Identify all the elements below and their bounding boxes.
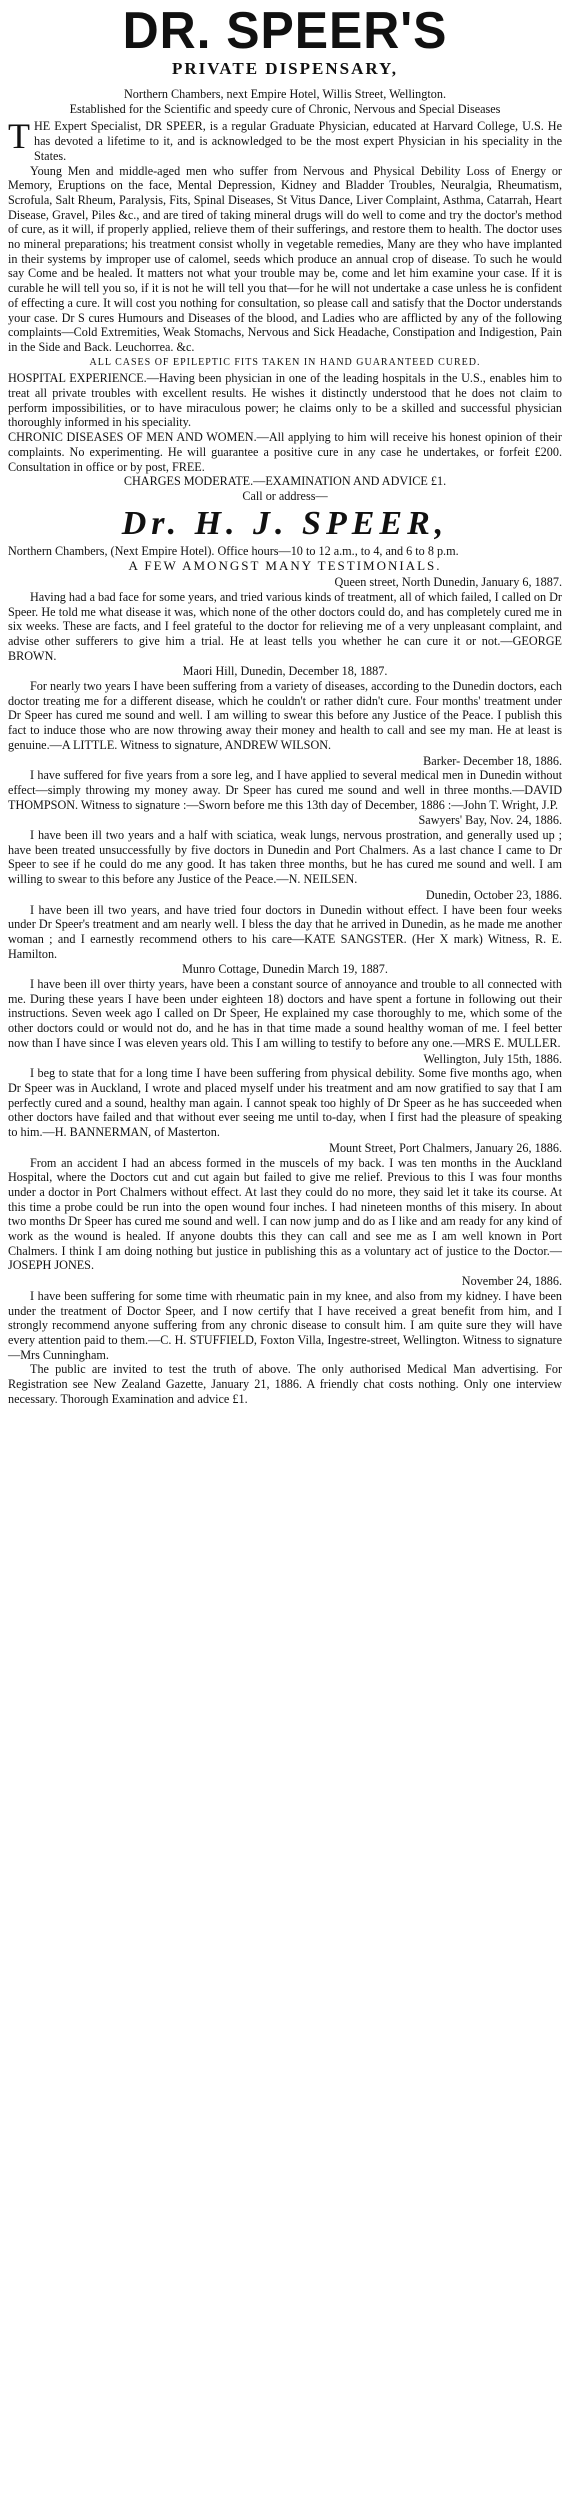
- testimonials-heading: A FEW AMONGST MANY TESTIMONIALS.: [128, 558, 442, 574]
- office-hours: Northern Chambers, (Next Empire Hotel). Office hours—10 to 12 a.m., to 4, and 6 to 8 p.m.: [8, 543, 459, 558]
- testimonial-text: I beg to state that for a long time I have been suffering from physical debility. Some five months ago, when Dr Speer was in Auckland, I wrote and placed myself under his treatment and am now gratified to say that I am perfectly cured and a sound, healthy man again. I cannot speak too highly of Dr Speer as he has succeeded when other doctors have failed and that without ever seeing me until to-day, when I first had the pleasure of speaking to him.—H. BANNERMAN, of Masterton.: [8, 1066, 562, 1140]
- testimonial-address: Wellington, July 15th, 1886.: [423, 1051, 562, 1066]
- testimonial-text: I have suffered for five years from a sore leg, and I have applied to several medical men in Dunedin without effect—simply throwing my money away. Dr Speer has cured me sound and well in three months.—DAVID THOMPSON. Witness to signature :—Sworn before me this 13th day of December, 1886 :—John T. Wright, J.P.: [8, 768, 562, 812]
- testimonial-text: For nearly two years I have been suffering from a variety of diseases, according to the Dunedin doctors, each doctor treating me for a different disease, which he couldn't or rather didn't cure. Four months' treatment under Dr Speer has cured me sound and well. I am willing to swear this before any Justice of the Peace. I publish this fact to induce those who are now throwing away their money and health to call and see my man. He at least is genuine.—A LITTLE. Witness to signature, ANDREW WILSON.: [8, 679, 562, 752]
- testimonials-list: [8, 575, 562, 1362]
- chronic-heading: CHRONIC DISEASES OF MEN AND WOMEN.: [8, 430, 257, 445]
- testimonial-address: Sawyers' Bay, Nov. 24, 1886.: [418, 813, 562, 828]
- chronic-text: —All applying to him will receive his honest opinion of their complaints. No experimenting. He will guarantee a positive cure in any case he undertakes, or forfeit £200. Consultation in office or by post, FREE.: [8, 430, 562, 474]
- testimonial-address: Queen street, North Dunedin, January 6, 1887.: [334, 575, 562, 590]
- hospital-heading: HOSPITAL EXPERIENCE.: [8, 371, 147, 386]
- charges-line: CHARGES MODERATE.—EXAMINATION AND ADVICE £1.: [123, 474, 447, 489]
- chronic-paragraph: [8, 430, 562, 474]
- testimonial-text: I have been ill over thirty years, have been a constant source of annoyance and trouble to all connected with me. During these years I have been under eighteen 18) doctors and have spent a fortune in following out their instructions. Seven week ago I called on Dr Speer, He explained my case thoroughly to me, which some of the other doctors could or would not do, and he has in that time made a sound healthy woman of me. I feel better now than I have since I was eleven years old. This I am willing to testify to before any one.—MRS E. MULLER.: [8, 977, 562, 1050]
- testimonial-address: Mount Street, Port Chalmers, January 26, 1886.: [329, 1140, 562, 1155]
- testimonial-address: Maori Hill, Dunedin, December 18, 1887.: [182, 664, 388, 679]
- location-line: Northern Chambers, next Empire Hotel, Willis Street, Wellington.: [123, 87, 446, 101]
- epileptic-notice: ALL CASES OF EPILEPTIC FITS TAKEN IN HAND GUARANTEED CURED.: [89, 356, 481, 368]
- hospital-paragraph: [8, 371, 562, 430]
- testimonial-text: I have been ill two years, and have tried four doctors in Dunedin without effect. I have been four weeks under Dr Speer's treatment and am nearly well. I bless the day that he arrived in Dunedin, as he made me another woman ; and I earnestly recommend others to his care—KATE SANGSTER. (Her X mark) Witness, R. E. Hamilton.: [8, 902, 562, 961]
- testimonial-address: Munro Cottage, Dunedin March 19, 1887.: [182, 962, 388, 977]
- testimonial-text: I have been suffering for some time with rheumatic pain in my knee, and also from my kidney. I have been under the treatment of Doctor Speer, and I now certify that I have received a great benefit from him, and I strongly recommend anyone suffering from any chronic disease to consult him. I am quite sure they will have every attention paid to them.—C. H. STUFFIELD, Foxton Villa, Ingestre-street, Wellington. Witness to signature—Mrs Cunningham.: [8, 1288, 562, 1362]
- call-line: Call or address—: [242, 488, 328, 503]
- testimonial-text: From an accident I had an abcess formed in the muscels of my back. I was ten months in the Auckland Hospital, where the Doctors cut and cut again but failed to give me relief. Previous to this I was four months under a doctor in Port Chalmers without effect. At last they could do no more, they said let it take its course. At this time a probe could be run into the open wound four inches. I had nineteen months of this misery. In about two months Dr Speer has cured me sound and well. I can now jump and do as I like and am ready for any kind of work as the wound is healed. If anyone doubts this they can call and see me as I am well known in Port Chalmers. I think I am doing nothing but justice in publishing this as a voluntary act of justice to the Doctor.—JOSEPH JONES.: [8, 1155, 562, 1273]
- subhead: PRIVATE DISPENSARY,: [171, 59, 399, 78]
- testimonial-address: Barker- December 18, 1886.: [423, 753, 562, 768]
- testimonial-text: Having had a bad face for some years, and tried various kinds of treatment, all of which failed, I called on Dr Speer. He told me what disease it was, which none of the other doctors could do, and has completely cured me in six weeks. These are facts, and I feel grateful to the doctor for relieving me of a very unpleasant complaint, and advise other sufferers to give him a trial. He at least tells you whether he can cure it or not.—GEORGE BROWN.: [8, 589, 562, 663]
- intro-paragraph: THE Expert Specialist, DR SPEER, is a regular Graduate Physician, educated at Harvard College, U.S. He has devoted a lifetime to it, and is acknowledged to be the most expert Physician in his speciality in the States.: [8, 116, 562, 163]
- closing-paragraph: The public are invited to test the truth of above. The only authorised Medical Man advertising. For Registration see New Zealand Gazette, January 21, 1886. A friendly chat costs nothing. Only one interview necessary. Thorough Examination and advice £1.: [8, 1362, 562, 1406]
- testimonial-text: I have been ill two years and a half with sciatica, weak lungs, nervous prostration, and generally used up ; have been treated unsuccessfully by five doctors in Dunedin and Port Chalmers. As a last chance I came to Dr Speer to see if he could do me any good. It has taken three months, but he has cured me sound and well. I am willing to swear to this before any Justice of the Peace.—N. NEILSEN.: [8, 828, 562, 887]
- testimonial-address: Dunedin, October 23, 1886.: [425, 887, 562, 902]
- hospital-text: —Having been physician in one of the leading hospitals in the U.S., enables him to treat all private troubles with excellent results. He wishes it distinctly understood that he does not claim to perform impossibilities, or to have miraculous power; he claims only to be a skilled and successful physician thoroughly informed in his speciality.: [8, 371, 562, 430]
- testimonial-address: November 24, 1886.: [461, 1274, 562, 1289]
- doctor-name-banner: Dr. H. J. SPEER,: [121, 504, 449, 542]
- young-men-paragraph: Young Men and middle-aged men who suffer from Nervous and Physical Debility Loss of Energy or Memory, Eruptions on the face, Mental Depression, Kidney and Bladder Troubles, Neuralgia, Rheumatism, Scrofula, Salt Rheum, Paralysis, Fits, Spinal Diseases, St Vitus Dance, Liver Complaint, Asthma, Catarrah, Heart Disease, Gravel, Piles &c., and are tired of taking mineral drugs will do well to come and try the doctor's method of cure, as it will, if properly applied, relieve them of their sufferings, and restore them to health. The doctor uses no mineral preparations; his treatment consist wholly in vegetable remedies, Many are they who have implanted in their systems by improper use of calomel, seeds which produce an annual crop of disease. To such he would say Come and be healed. It matters not what your trouble may be, come and let him examine your case. If it is curable he will tell you so, if it is not he will tell you that—for he will not undertake a case unless he is confident of effecting a cure. It will cost you nothing for consultation, so please call and satisfy that the Doctor understands your case. Dr S cures Humours and Diseases of the blood, and Ladies who are afflicted by any of the following complaints—Cold Extremities, Weak Stomachs, Nervous and Sick Headache, Constipation and Indigestion, Pain in the Side and Back. Leuchorrea. &c.: [8, 163, 562, 354]
- established-line: Established for the Scientific and speedy cure of Chronic, Nervous and Special Diseases: [69, 101, 501, 116]
- masthead: DR. SPEER'S: [122, 2, 448, 60]
